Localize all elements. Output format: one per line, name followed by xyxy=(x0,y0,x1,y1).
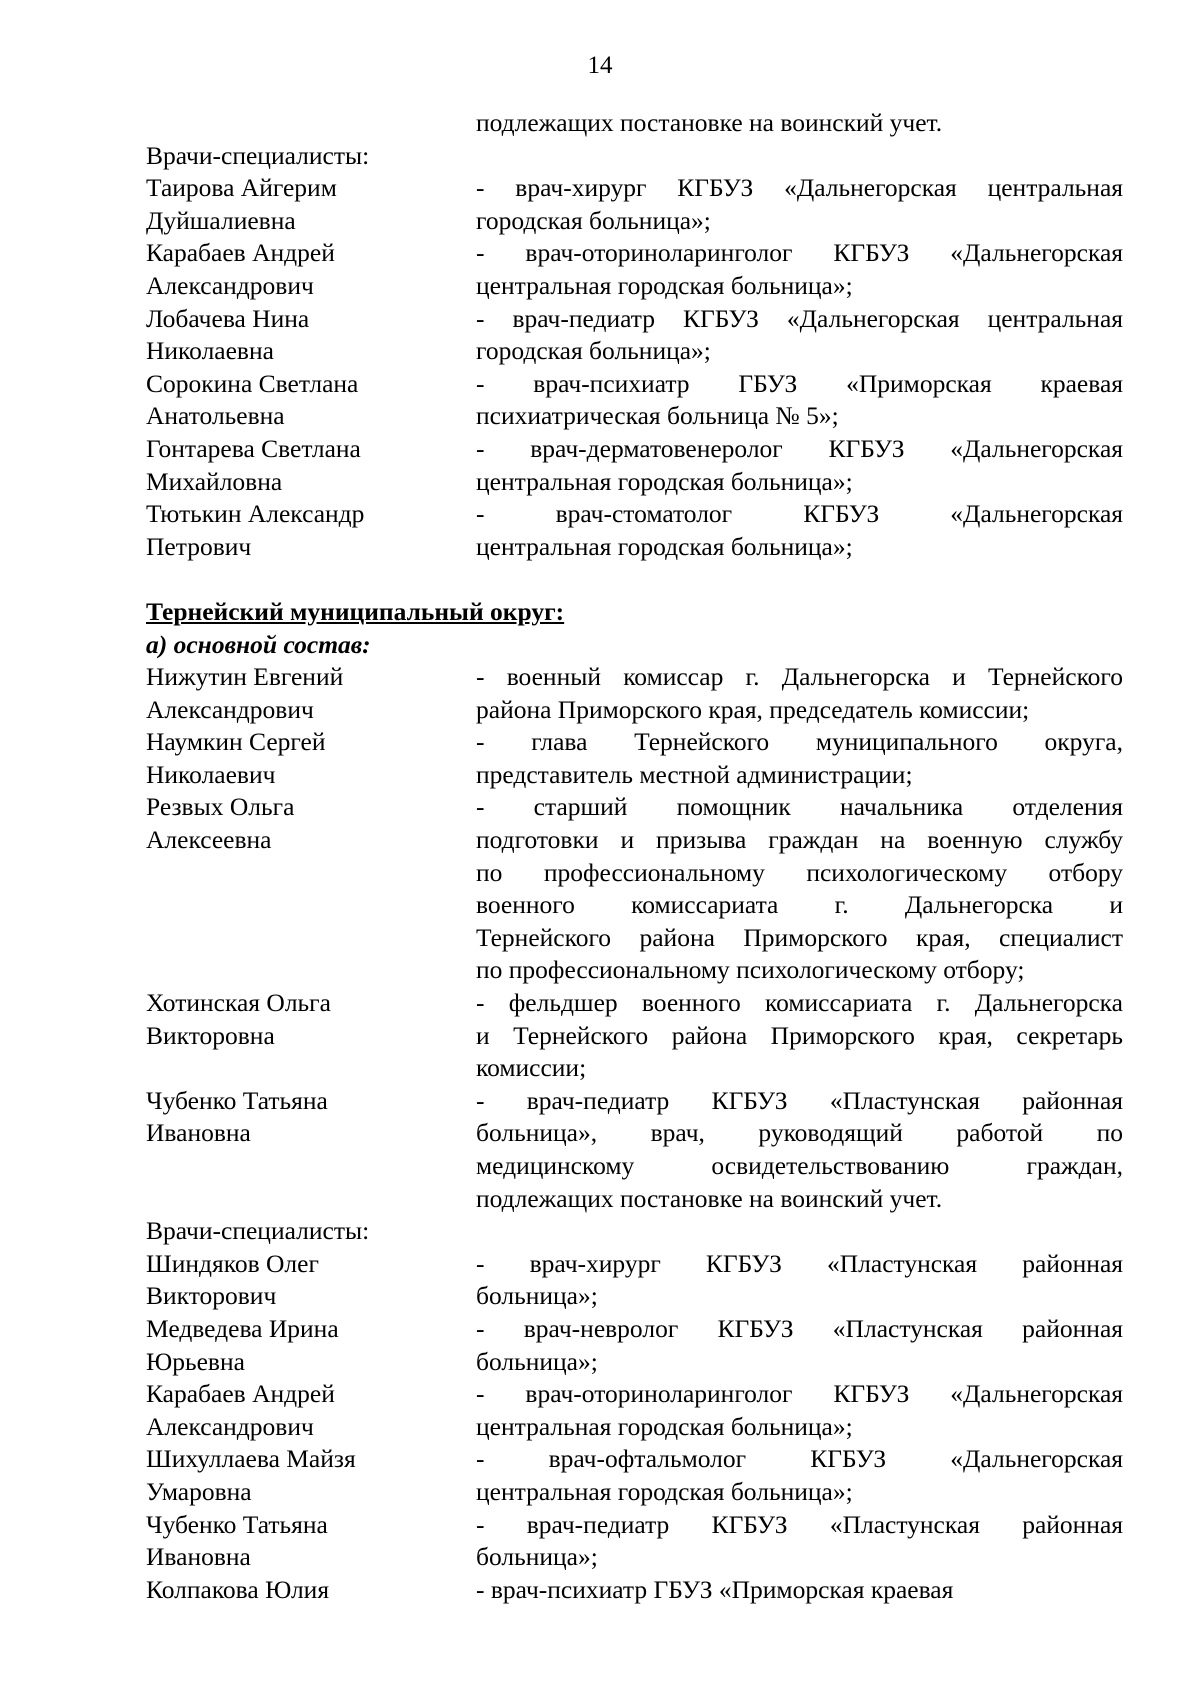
spacer xyxy=(146,563,1123,596)
member-role-line: центральная городская больница»; xyxy=(476,531,853,561)
member-role-line: - врач-педиатр КГБУЗ «Дальнегорская центральная xyxy=(476,303,1123,333)
member-name xyxy=(146,1574,476,1607)
member-role-line: - глава Тернейского муниципального округа, xyxy=(476,727,1123,757)
member-name-line: Александрович xyxy=(146,270,314,300)
member-role xyxy=(476,303,1123,368)
member-role-line: - врач-педиатр КГБУЗ «Пластунская районная xyxy=(476,1085,1123,1115)
specialist-row xyxy=(146,1248,1123,1313)
member-name xyxy=(146,726,476,791)
specialists-list xyxy=(146,1248,1123,1607)
member-name-line: Умаровна xyxy=(146,1476,252,1506)
specialists-label-2: Врачи-специалисты: xyxy=(146,1216,370,1246)
block1-row xyxy=(146,237,1123,302)
member-role-line: Тернейского района Приморского края, специалист xyxy=(476,922,1123,952)
member-role-line: центральная городская больница»; xyxy=(476,270,853,300)
member-role-line: центральная городская больница»; xyxy=(476,1476,853,1506)
member-role xyxy=(476,791,1123,987)
member-role xyxy=(476,1248,1123,1313)
member-role-line: - военный комиссар г. Дальнегорска и Тернейского xyxy=(476,662,1123,692)
member-role xyxy=(476,1509,1123,1574)
member-name xyxy=(146,661,476,726)
member-role-line: - врач-стоматолог КГБУЗ «Дальнегорская xyxy=(476,499,1123,529)
block1-row xyxy=(146,303,1123,368)
member-role xyxy=(476,1085,1123,1215)
member-role-line: и Тернейского района Приморского края, секретарь xyxy=(476,1020,1123,1050)
member-role-line: подлежащих постановке на воинский учет. xyxy=(476,1183,943,1213)
member-name-line: Карабаев Андрей xyxy=(146,1379,335,1409)
member-role xyxy=(476,661,1123,726)
member-name xyxy=(146,303,476,368)
member-role xyxy=(476,1378,1123,1443)
member-name xyxy=(146,433,476,498)
main-composition-list xyxy=(146,661,1123,1215)
member-name-line: Алексеевна xyxy=(146,825,272,855)
member-role-line: центральная городская больница»; xyxy=(476,1411,853,1441)
member-role-line: - врач-невролог КГБУЗ «Пластунская районная xyxy=(476,1313,1123,1343)
member-name xyxy=(146,1313,476,1378)
main-row xyxy=(146,987,1123,1085)
member-name-line: Таирова Айгерим xyxy=(146,173,337,203)
member-role-line: городская больница»; xyxy=(476,205,711,235)
member-role-line: больница»; xyxy=(476,1346,598,1376)
member-name-line: Ивановна xyxy=(146,1542,251,1572)
member-role-line: больница»; xyxy=(476,1281,598,1311)
member-role xyxy=(476,172,1123,237)
member-role-line: - врач-офтальмолог КГБУЗ «Дальнегорская xyxy=(476,1444,1123,1474)
member-name xyxy=(146,791,476,856)
member-name xyxy=(146,368,476,433)
member-role xyxy=(476,237,1123,302)
continuation-text: подлежащих постановке на воинский учет. xyxy=(476,108,943,137)
member-role-line: городская больница»; xyxy=(476,336,711,366)
member-role-line: - старший помощник начальника отделения xyxy=(476,792,1123,822)
member-name-line: Нижутин Евгений xyxy=(146,662,344,692)
specialists-label: Врачи-специалисты: xyxy=(146,140,370,170)
member-name-line: Чубенко Татьяна xyxy=(146,1085,328,1115)
member-name-line: Петрович xyxy=(146,531,252,561)
member-role-line: по профессиональному психологическому отбору xyxy=(476,857,1123,887)
block1-row xyxy=(146,172,1123,237)
member-role xyxy=(476,726,1123,791)
page-number: 14 xyxy=(587,52,613,79)
member-name-line: Михайловна xyxy=(146,466,283,496)
member-name xyxy=(146,1509,476,1574)
member-name-line: Карабаев Андрей xyxy=(146,238,335,268)
member-name-line: Шихуллаева Майзя xyxy=(146,1444,356,1474)
member-name-line: Сорокина Светлана xyxy=(146,368,359,398)
member-name xyxy=(146,1443,476,1508)
member-name-line: Колпакова Юлия xyxy=(146,1574,330,1604)
member-role xyxy=(476,433,1123,498)
member-name-line: Дуйшалиевна xyxy=(146,205,296,235)
member-name-line: Резвых Ольга xyxy=(146,792,295,822)
member-role-line: медицинскому освидетельствованию граждан, xyxy=(476,1151,1123,1180)
member-role xyxy=(476,1574,1123,1607)
member-name-line: Лобачева Нина xyxy=(146,303,310,333)
member-role-line: психиатрическая больница № 5»; xyxy=(476,401,839,431)
member-name xyxy=(146,987,476,1052)
member-role-line: - врач-оториноларинголог КГБУЗ «Дальнегорская xyxy=(476,1379,1123,1409)
continuation-row xyxy=(146,107,1123,140)
member-role xyxy=(476,1313,1123,1378)
block1-row xyxy=(146,433,1123,498)
member-name-line: Ивановна xyxy=(146,1118,251,1148)
main-row xyxy=(146,1085,1123,1215)
member-name-line: Хотинская Ольга xyxy=(146,988,331,1018)
member-name xyxy=(146,172,476,237)
section-heading: Тернейский муниципальный округ: xyxy=(146,596,565,626)
member-name xyxy=(146,1378,476,1443)
member-role xyxy=(476,498,1123,563)
member-role-line: подготовки и призыва граждан на военную службу xyxy=(476,825,1123,855)
specialist-row xyxy=(146,1313,1123,1378)
section-subheading: а) основной состав: xyxy=(146,629,371,659)
block1-specialists xyxy=(146,140,1123,564)
specialist-row xyxy=(146,1443,1123,1508)
member-role-line: центральная городская больница»; xyxy=(476,466,853,496)
member-name-line: Николаевна xyxy=(146,336,274,366)
member-name-line: Викторович xyxy=(146,1281,277,1311)
member-role xyxy=(476,1443,1123,1508)
member-role-line: больница»; xyxy=(476,1542,598,1572)
document-content xyxy=(146,107,1123,1606)
member-name-line: Тютькин Александр xyxy=(146,499,365,529)
main-row xyxy=(146,791,1123,987)
member-name-line: Александрович xyxy=(146,694,314,724)
main-row xyxy=(146,661,1123,726)
member-role-line: - врач-психиатр ГБУЗ «Приморская краевая xyxy=(476,1574,954,1604)
member-name xyxy=(146,237,476,302)
member-name xyxy=(146,1085,476,1150)
member-role-line: комиссии; xyxy=(476,1053,587,1083)
member-name-line: Наумкин Сергей xyxy=(146,727,326,757)
member-role-line: военного комиссариата г. Дальнегорска и xyxy=(476,890,1123,920)
block1-row xyxy=(146,498,1123,563)
member-role xyxy=(476,987,1123,1085)
member-role-line: по профессиональному психологическому отбору; xyxy=(476,955,1025,985)
member-role-line: больница», врач, руководящий работой по xyxy=(476,1118,1123,1148)
specialist-row xyxy=(146,1378,1123,1443)
member-name-line: Шиндяков Олег xyxy=(146,1248,319,1278)
member-name-line: Гонтарева Светлана xyxy=(146,433,361,463)
member-role xyxy=(476,368,1123,433)
member-name-line: Николаевич xyxy=(146,759,276,789)
member-name-line: Чубенко Татьяна xyxy=(146,1509,328,1539)
member-name-line: Александрович xyxy=(146,1411,314,1441)
specialist-row xyxy=(146,1509,1123,1574)
member-role-line: - врач-психиатр ГБУЗ «Приморская краевая xyxy=(476,368,1123,398)
member-role-line: - врач-педиатр КГБУЗ «Пластунская районная xyxy=(476,1509,1123,1539)
specialist-row xyxy=(146,1574,1123,1607)
member-name xyxy=(146,1248,476,1313)
member-role-line: - врач-дерматовенеролог КГБУЗ «Дальнегорская xyxy=(476,433,1123,463)
member-role-line: - врач-хирург КГБУЗ «Дальнегорская центральная xyxy=(476,173,1123,203)
member-role-line: - фельдшер военного комиссариата г. Дальнегорска xyxy=(476,988,1123,1018)
member-name xyxy=(146,498,476,563)
member-role-line: - врач-хирург КГБУЗ «Пластунская районная xyxy=(476,1248,1123,1278)
main-row xyxy=(146,726,1123,791)
block1-row xyxy=(146,368,1123,433)
member-name-line: Медведева Ирина xyxy=(146,1313,339,1343)
member-role-line: - врач-оториноларинголог КГБУЗ «Дальнегорская xyxy=(476,238,1123,268)
member-role-line: представитель местной администрации; xyxy=(476,759,913,789)
member-name-line: Анатольевна xyxy=(146,401,285,431)
member-role-line: района Приморского края, председатель комиссии; xyxy=(476,694,1030,724)
member-name-line: Викторовна xyxy=(146,1020,275,1050)
member-name-line: Юрьевна xyxy=(146,1346,245,1376)
